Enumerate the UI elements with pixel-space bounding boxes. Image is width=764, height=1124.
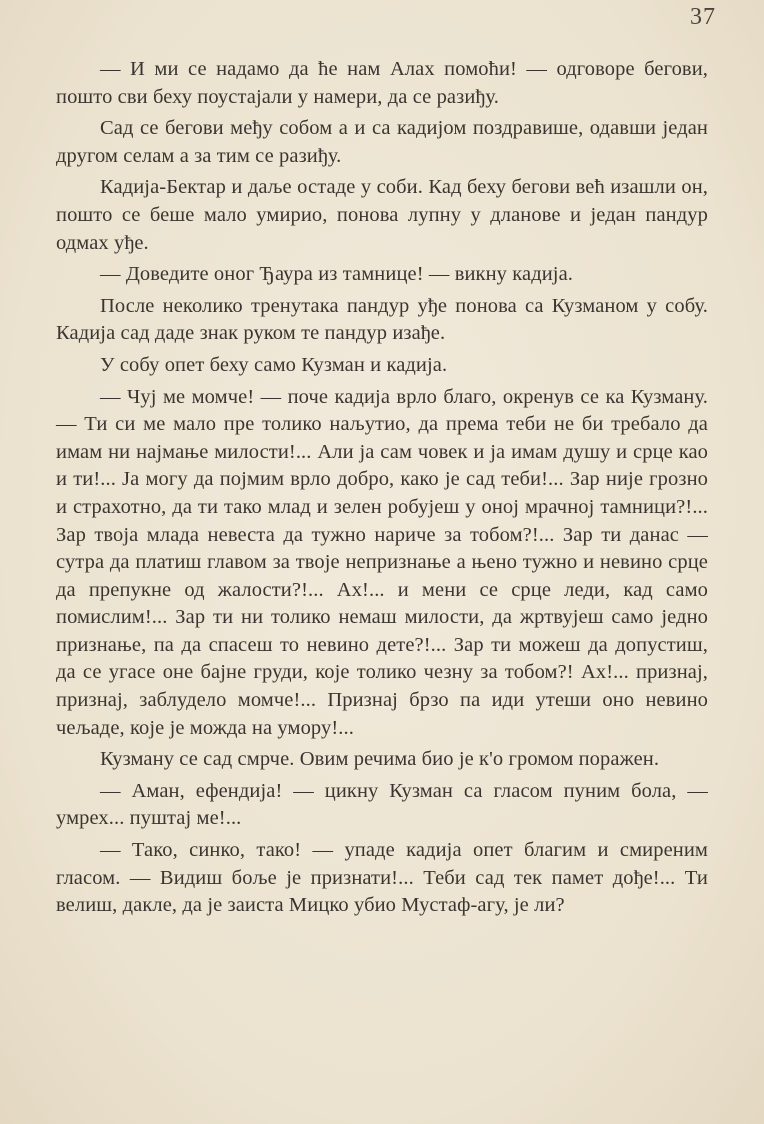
paragraph: Кузману се сад смрче. Овим речима био је к'о громом поражен. [100,748,660,771]
page-number: 37 [690,4,716,30]
paragraph: У собу опет беху само Кузман и кадија. [100,353,448,376]
body-text [56,56,708,924]
paragraph: — Доведите оног Ђаура из тамнице! — викну кадија. [100,263,574,286]
paragraph: — И ми се надамо да ће нам Алах помоћи! — одговоре бегови, пошто сви беху поустајали у намери, да се разиђу. [56,58,708,108]
paragraph: Кадија-Бектар и даље остаде у соби. Кад беху бегови већ изашли он, пошто се беше мало умирио, понова лупну у дланове и један пандур одмах уђе. [56,176,708,254]
paragraph: — Тако, синко, тако! — упаде кадија опет благим и смиреним гласом. — Видиш боље је признати!... Теби сад тек памет дође!... Ти велиш, дакле, да је заиста Мицко убио Мустаф-агу, је ли? [56,839,708,917]
paragraph: Сад се бегови међу собом а и са кадијом поздравише, одавши један другом селам а за тим се разиђу. [56,117,708,167]
paragraph: После неколико тренутака пандур уђе понова са Кузманом у собу. Кадија сад даде знак руком те пандур изађе. [56,294,708,345]
paragraph: — Чуј ме момче! — поче кадија врло благо, окренув се ка Кузману. — Ти си ме мало пре толико наљутио, да према теби не би требало да имам ни најмање милости!... Али ја сам човек и ја имам душу и срце као и ти!... Ја могу да појмим врло добро, како је сад теби!... Зар није грозно и страхотно, да ти тако млад и зелен робујеш у оној мрачној тамници?!... Зар твоја млада невеста да тужно нариче за тобом?!... Зар ти данас — сутра да платиш главом за твоје непризнање а њено тужно и невино срце да препукне од жалости?!... Ах!... и мени се срце леди, кад само помислим!... Зар ти ни толико немаш милости, да жртвујеш само једно признање, па да спасеш то невино дете?!... Зар ти можеш да допустиш, да се угасе оне бајне груди, које толико чезну за тобом?! Ах!... признај, признај, заблудело момче!... Признај брзо па иди утеши оно невино чељаде, које је можда на умору!... [56,385,708,739]
paragraph: — Аман, ефендија! — цикну Кузман са гласом пуним бола, — умрех... пуштај ме!... [56,779,708,830]
